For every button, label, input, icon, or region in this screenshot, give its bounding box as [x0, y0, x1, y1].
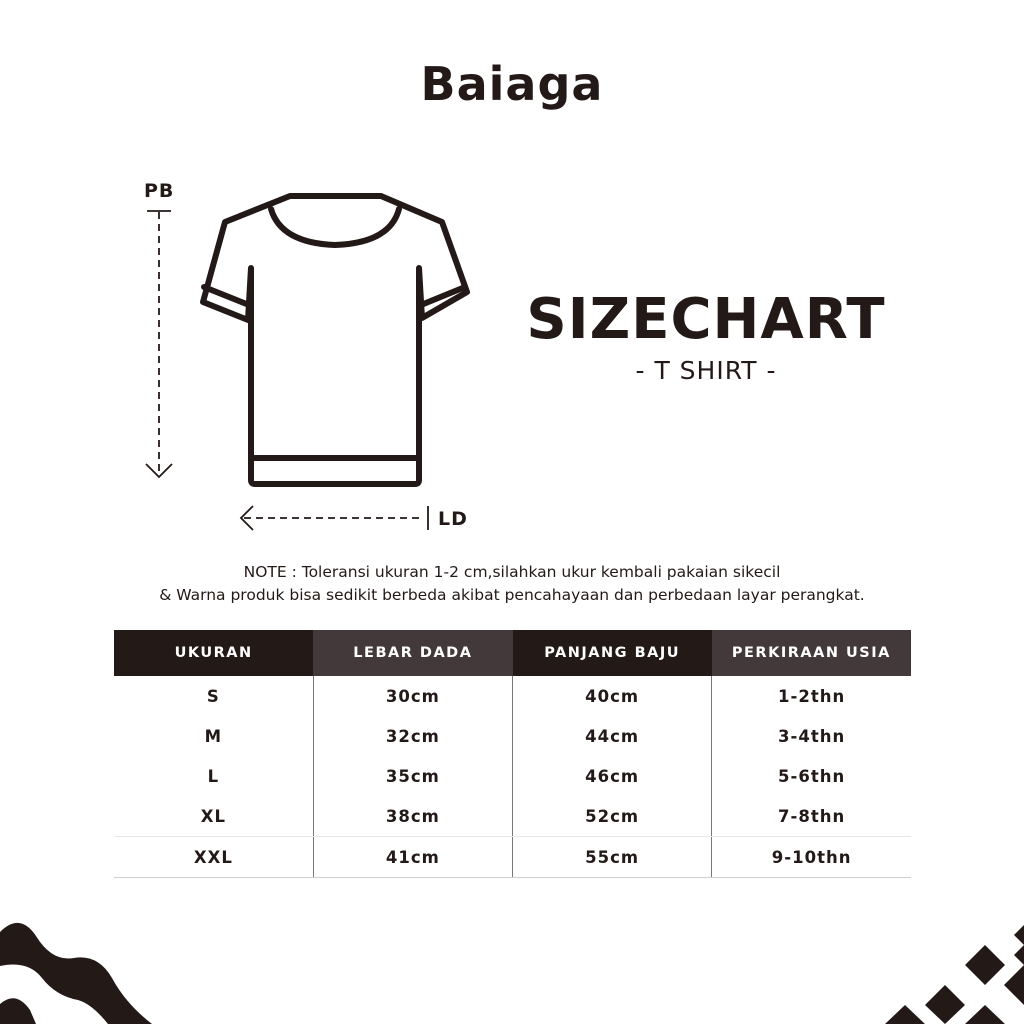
- cell-chest-width: 41cm: [313, 837, 512, 878]
- cell-length: 44cm: [513, 716, 712, 756]
- cell-chest-width: 35cm: [313, 756, 512, 796]
- table-row: [114, 676, 911, 716]
- note-text: [60, 561, 964, 607]
- table-row: [114, 756, 911, 796]
- page-title: SIZECHART: [526, 287, 886, 352]
- width-label: LD: [438, 508, 468, 530]
- cell-size: XXL: [114, 837, 313, 878]
- length-arrow: [146, 211, 172, 477]
- page-subtitle: - T SHIRT -: [635, 356, 777, 385]
- width-arrow: [241, 506, 428, 530]
- cell-size: S: [206, 686, 220, 706]
- cell-chest-width: 38cm: [313, 796, 512, 837]
- cell-age: 7-8thn: [712, 796, 911, 837]
- size-table: [114, 630, 911, 878]
- cell-size: L: [207, 766, 220, 786]
- cell-length: 55cm: [513, 837, 712, 878]
- length-label: PB: [144, 180, 175, 202]
- cell-size: M: [204, 726, 223, 746]
- cell-chest-width: 32cm: [313, 716, 512, 756]
- header-chest-width: LEBAR DADA: [313, 630, 512, 676]
- cell-chest-width: 30cm: [313, 676, 512, 716]
- cell-length: 46cm: [513, 756, 712, 796]
- checkerboard-pattern: [830, 905, 1024, 1024]
- note-line-2: & Warna produk bisa sedikit berbeda akibat pencahayaan dan perbedaan layar perangkat.: [159, 586, 865, 604]
- note-line-1: NOTE : Toleransi ukuran 1-2 cm,silahkan ukur kembali pakaian sikecil: [243, 563, 781, 581]
- table-row: [114, 796, 911, 837]
- brand-logo-text: Baiaga: [420, 57, 604, 111]
- cell-age: 5-6thn: [712, 756, 911, 796]
- table-row: [114, 716, 911, 756]
- brand-logo: [0, 52, 1024, 112]
- header-size: UKURAN: [114, 630, 313, 676]
- cell-length: 52cm: [513, 796, 712, 837]
- wave-pattern: [0, 915, 160, 1024]
- cell-age: 9-10thn: [712, 837, 911, 878]
- table-header-row: [114, 630, 911, 676]
- table-row: [114, 837, 911, 878]
- tshirt-icon: [203, 196, 467, 484]
- tshirt-diagram: [135, 175, 485, 540]
- cell-age: 1-2thn: [712, 676, 911, 716]
- header-length: PANJANG BAJU: [513, 630, 712, 676]
- cell-age: 3-4thn: [712, 716, 911, 756]
- cell-size: XL: [114, 796, 313, 837]
- header-age: PERKIRAAN USIA: [712, 630, 911, 676]
- cell-length: 40cm: [513, 676, 712, 716]
